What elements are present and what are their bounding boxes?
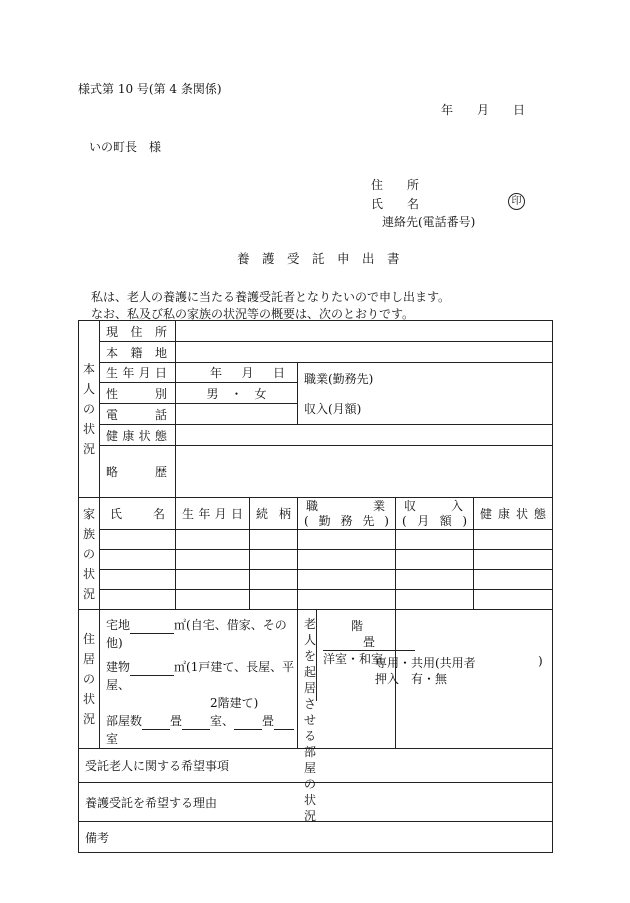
applicant-name-label: 氏 名 [371, 197, 420, 211]
date-day-label: 日 [513, 103, 526, 117]
elder-room-closet: 押入 有・無 [375, 672, 448, 686]
housing-section-side-label: 住 居 の 状 況 [79, 610, 100, 749]
family-row [79, 530, 553, 550]
family-cell[interactable] [250, 530, 298, 550]
reason-field[interactable]: 養護受託を希望する理由 [79, 783, 553, 822]
birthdate-label: 生 年 月 日 [100, 363, 176, 383]
registry-label: 本 籍 地 [100, 342, 176, 363]
family-cell[interactable] [100, 550, 176, 570]
elder-room-shared-close: ) [538, 654, 543, 668]
family-cell[interactable] [474, 590, 553, 610]
intro-line-2: なお、私及び私の家族の状況等の概要は、次のとおりです。 [91, 307, 415, 321]
family-col-birthdate: 生 年 月 日 [176, 498, 250, 530]
health-label: 健 康 状 態 [100, 425, 176, 446]
land-line: 宅地 ㎡(自宅、借家、その他) [106, 618, 287, 650]
history-label: 略 歴 [100, 446, 176, 498]
family-cell[interactable] [176, 570, 250, 590]
family-cell[interactable] [474, 570, 553, 590]
wishes-field[interactable]: 受託老人に関する希望事項 [79, 749, 553, 783]
family-cell[interactable] [176, 530, 250, 550]
family-cell[interactable] [100, 570, 176, 590]
form-number: 様式第 10 号(第 4 条関係) [78, 82, 222, 96]
addressee: いの町長 様 [89, 140, 162, 154]
building-line: 建物 ㎡(1戸建て、長屋、平屋、 [106, 660, 295, 692]
document-title: 養 護 受 託 申 出 書 [237, 251, 400, 266]
seal-mark-icon: 印 [508, 193, 525, 210]
birthdate-field[interactable]: 年 月 日 [176, 363, 298, 383]
family-cell[interactable] [474, 530, 553, 550]
gender-label: 性 別 [100, 383, 176, 404]
family-row [79, 590, 553, 610]
family-cell[interactable] [396, 570, 474, 590]
elder-room-header: 老人を 起居さ せる部 屋の状 況 [304, 610, 317, 701]
application-form-table [78, 320, 553, 853]
self-section-side-label: 本 人 の 状 況 [79, 321, 100, 498]
family-section-side-label: 家 族 の 状 況 [79, 498, 100, 610]
health-field[interactable] [176, 425, 553, 446]
family-cell[interactable] [176, 550, 250, 570]
phone-field[interactable] [176, 404, 298, 425]
family-cell[interactable] [298, 590, 396, 610]
gender-field[interactable]: 男 ・ 女 [176, 383, 298, 404]
family-cell[interactable] [396, 590, 474, 610]
elder-room-floor-tatami: 階畳 [323, 618, 415, 651]
family-cell[interactable] [298, 570, 396, 590]
rooms-line: 部屋数 畳 室、 畳室 [106, 712, 297, 748]
occupation-income-field[interactable]: 職業(勤務先) 収入(月額) [298, 363, 553, 425]
housing-details-field[interactable] [100, 610, 298, 749]
intro-line-1: 私は、老人の養護に当たる養護受託者となりたいので申し出ます。 [91, 290, 451, 304]
date-year-label: 年 [441, 103, 454, 117]
current-address-field[interactable] [176, 321, 553, 342]
family-row [79, 570, 553, 590]
family-cell[interactable] [100, 530, 176, 550]
history-field[interactable] [176, 446, 553, 498]
date-month-label: 月 [477, 103, 490, 117]
applicant-contact-label: 連絡先(電話番号) [382, 215, 476, 229]
family-cell[interactable] [100, 590, 176, 610]
family-cell[interactable] [396, 550, 474, 570]
registry-field[interactable] [176, 342, 553, 363]
family-cell[interactable] [298, 550, 396, 570]
family-cell[interactable] [250, 550, 298, 570]
family-cell[interactable] [474, 550, 553, 570]
family-cell[interactable] [298, 530, 396, 550]
family-col-occupation: 職 業 ( 勤 務 先 ) [298, 498, 396, 530]
family-col-income: 収 入 ( 月 額 ) [396, 498, 474, 530]
phone-label: 電 話 [100, 404, 176, 425]
family-cell[interactable] [250, 590, 298, 610]
building-line-2: 2階建て) [210, 696, 259, 710]
elder-room-style: 洋室・和室 [323, 652, 384, 666]
family-cell[interactable] [396, 530, 474, 550]
family-row [79, 550, 553, 570]
family-col-health: 健 康 状 態 [474, 498, 553, 530]
elder-room-shared: 専用・共用(共用者 [375, 656, 476, 670]
family-col-name: 氏 名 [100, 498, 176, 530]
remarks-field[interactable]: 備考 [79, 822, 553, 853]
family-cell[interactable] [250, 570, 298, 590]
family-col-relation: 続 柄 [250, 498, 298, 530]
applicant-address-label: 住 所 [371, 178, 420, 192]
family-cell[interactable] [176, 590, 250, 610]
current-address-label: 現 住 所 [100, 321, 176, 342]
